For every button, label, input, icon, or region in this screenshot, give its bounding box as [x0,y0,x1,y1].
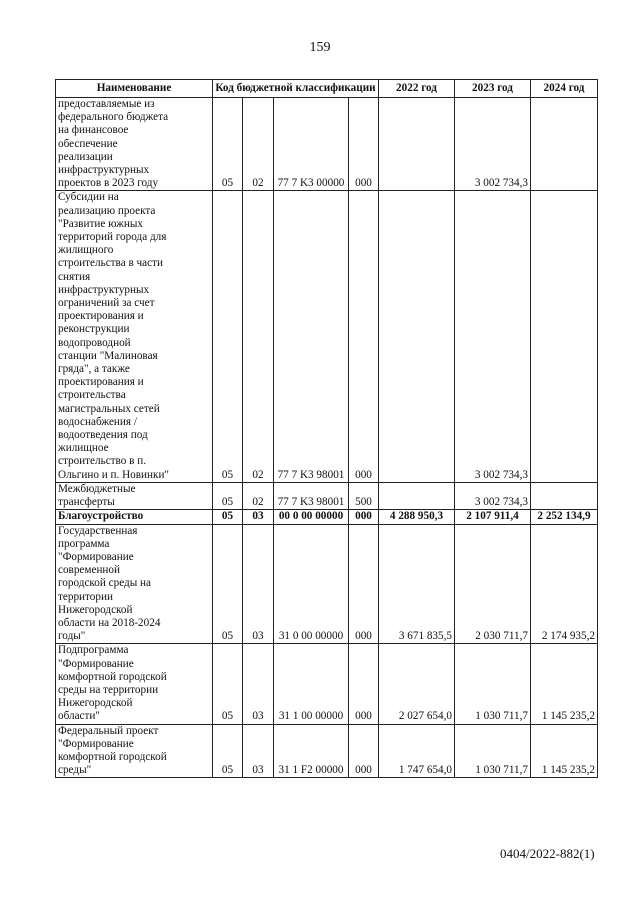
value-2022 [379,98,455,191]
header-2023: 2023 год [455,80,531,98]
table-row [56,510,598,524]
value-2022: 4 288 950,3 [379,510,455,524]
value-2022 [379,482,455,509]
value-2024 [531,482,598,509]
code-section: 05 [213,644,243,724]
value-2023: 1 030 711,7 [455,724,531,778]
code-expense-type: 000 [349,524,379,644]
table-row [56,482,598,509]
value-2023: 1 030 711,7 [455,644,531,724]
code-subsection: 03 [243,510,274,524]
row-name: предоставляемые из федерального бюджета на финансовое обеспечение реализации инфраструктурных проектов в 2023 году [56,98,213,191]
code-subsection: 02 [243,98,274,191]
table-row [56,644,598,724]
row-name: Государственная программа "Формирование современной городской среды на территории Нижегородской области на 2018-2024 годы" [56,524,213,644]
code-expense-type: 000 [349,191,379,482]
value-2022: 2 027 654,0 [379,644,455,724]
code-expense-type: 000 [349,724,379,778]
value-2023: 2 107 911,4 [455,510,531,524]
page-number: 159 [309,40,331,55]
code-target-article: 31 1 F2 00000 [274,724,349,778]
value-2024: 2 174 935,2 [531,524,598,644]
code-subsection: 03 [243,524,274,644]
table-row [56,191,598,482]
code-expense-type: 500 [349,482,379,509]
header-name: Наименование [56,80,213,98]
table-row [56,724,598,778]
code-section: 05 [213,482,243,509]
code-target-article: 00 0 00 00000 [274,510,349,524]
row-name: Подпрограмма "Формирование комфортной городской среды на территории Нижегородской области" [56,644,213,724]
document-code: 0404/2022-882(1) [500,846,595,861]
code-expense-type: 000 [349,644,379,724]
code-section: 05 [213,191,243,482]
table-row [56,98,598,191]
row-name: Федеральный проект "Формирование комфортной городской среды" [56,724,213,778]
code-target-article: 77 7 K3 98001 [274,191,349,482]
code-target-article: 31 0 00 00000 [274,524,349,644]
code-section: 05 [213,724,243,778]
value-2024: 1 145 235,2 [531,644,598,724]
code-subsection: 03 [243,644,274,724]
code-section: 05 [213,510,243,524]
row-name: Субсидии на реализацию проекта "Развитие южных территорий города для жилищного строительства в части снятия инфраструктурных ограничений за счет проектирования и реконструкции водопроводной станции "Малиновая гряда", а также проектирования и строительства магистральных сетей водоснабжения / водоотведения под жилищное строительство в п. Ольгино и п. Новинки" [56,191,213,482]
header-code: Код бюджетной классификации [213,80,379,98]
code-section: 05 [213,98,243,191]
value-2023: 2 030 711,7 [455,524,531,644]
code-section: 05 [213,524,243,644]
header-2024: 2024 год [531,80,598,98]
row-name: Межбюджетные трансферты [56,482,213,509]
value-2023: 3 002 734,3 [455,191,531,482]
value-2022 [379,191,455,482]
code-subsection: 03 [243,724,274,778]
budget-table [55,79,598,778]
code-subsection: 02 [243,482,274,509]
value-2024: 1 145 235,2 [531,724,598,778]
table-body [56,98,598,778]
table-row [56,524,598,644]
code-target-article: 31 1 00 00000 [274,644,349,724]
header-2022: 2022 год [379,80,455,98]
value-2024: 2 252 134,9 [531,510,598,524]
value-2023: 3 002 734,3 [455,98,531,191]
value-2022: 1 747 654,0 [379,724,455,778]
value-2022: 3 671 835,5 [379,524,455,644]
code-target-article: 77 7 K3 98001 [274,482,349,509]
code-target-article: 77 7 K3 00000 [274,98,349,191]
value-2024 [531,191,598,482]
row-name: Благоустройство [56,510,213,524]
code-expense-type: 000 [349,98,379,191]
code-expense-type: 000 [349,510,379,524]
value-2023: 3 002 734,3 [455,482,531,509]
value-2024 [531,98,598,191]
table-header-row [56,80,598,98]
code-subsection: 02 [243,191,274,482]
